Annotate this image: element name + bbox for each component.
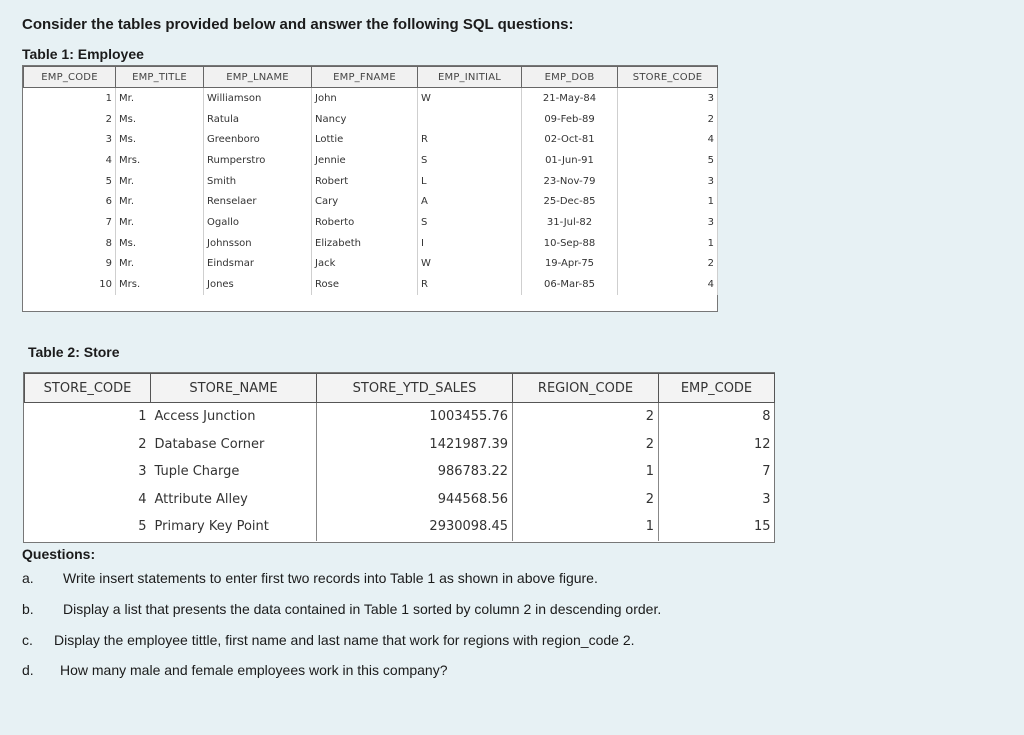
table-row (24, 129, 718, 150)
column-header: EMP_CODE (659, 374, 775, 403)
table-cell: 2 (513, 486, 659, 514)
table-cell: W (418, 254, 522, 275)
table-cell: 1421987.39 (317, 431, 513, 459)
column-header: EMP_INITIAL (418, 67, 522, 88)
table-cell: Rumperstro (204, 150, 312, 171)
column-header: STORE_NAME (151, 374, 317, 403)
table-cell: Mr. (116, 191, 204, 212)
table-cell: 2 (513, 403, 659, 431)
table-row (24, 233, 718, 254)
table-cell: 25-Dec-85 (522, 191, 618, 212)
table-cell: 5 (24, 171, 116, 192)
column-header: EMP_CODE (24, 67, 116, 88)
question-text: Display the employee tittle, first name and last name that work for regions with region_code 2. (54, 632, 635, 648)
table-cell: Ms. (116, 233, 204, 254)
table-row (25, 403, 775, 431)
table-cell: 02-Oct-81 (522, 129, 618, 150)
table1-caption: Table 1: Employee (22, 46, 144, 62)
table-cell: Williamson (204, 88, 312, 109)
table-cell: 1 (24, 88, 116, 109)
table-cell: 4 (618, 274, 718, 295)
table-cell: 01-Jun-91 (522, 150, 618, 171)
table-cell (418, 109, 522, 130)
table-cell: 31-Jul-82 (522, 212, 618, 233)
table-cell: Greenboro (204, 129, 312, 150)
table-cell: 21-May-84 (522, 88, 618, 109)
table-row (24, 254, 718, 275)
page-heading: Consider the tables provided below and answer the following SQL questions: (22, 16, 574, 33)
table-cell: 06-Mar-85 (522, 274, 618, 295)
table-cell: 23-Nov-79 (522, 171, 618, 192)
table-row (25, 513, 775, 541)
table-row (24, 109, 718, 130)
table-cell: Smith (204, 171, 312, 192)
table-cell: 2930098.45 (317, 513, 513, 541)
table-cell: 3 (762, 491, 771, 507)
table-cell: 2 (513, 431, 659, 459)
employee-table (23, 66, 718, 295)
store-table-header (25, 374, 775, 403)
table-cell: 3 (618, 171, 718, 192)
table-cell: 1 (513, 513, 659, 541)
table-cell: L (418, 171, 522, 192)
table-cell: Jack (312, 254, 418, 275)
table-cell: 2 (24, 109, 116, 130)
column-header: EMP_TITLE (116, 67, 204, 88)
table-cell: 4 (138, 491, 147, 507)
table-cell: 5 (618, 150, 718, 171)
table-cell: 9 (24, 254, 116, 275)
employee-table-image (22, 65, 718, 312)
table-cell: Mrs. (116, 274, 204, 295)
column-header: STORE_CODE (25, 374, 151, 403)
table-cell: Renselaer (204, 191, 312, 212)
table-cell: 7 (762, 464, 771, 480)
store-table (24, 373, 775, 541)
table-cell: S (418, 212, 522, 233)
table-cell: Roberto (312, 212, 418, 233)
table-cell: 3 (618, 88, 718, 109)
table-cell: R (418, 274, 522, 295)
table-cell: 6 (24, 191, 116, 212)
table2-caption: Table 2: Store (28, 344, 120, 360)
table-cell: Database Corner (151, 431, 317, 459)
column-header: EMP_DOB (522, 67, 618, 88)
table-row (24, 191, 718, 212)
question-text: Display a list that presents the data contained in Table 1 sorted by column 2 in descending order. (63, 601, 662, 617)
table-cell: Johnsson (204, 233, 312, 254)
table-cell: Cary (312, 191, 418, 212)
table-cell: Elizabeth (312, 233, 418, 254)
table-cell: 3 (24, 129, 116, 150)
question-letter: b. (22, 601, 34, 617)
table-cell: 1 (618, 191, 718, 212)
table-row (24, 274, 718, 295)
question-text: How many male and female employees work in this company? (60, 662, 448, 678)
table-cell: 1 (513, 458, 659, 486)
question-letter: d. (22, 662, 34, 678)
table-cell: Ms. (116, 129, 204, 150)
column-header: EMP_FNAME (312, 67, 418, 88)
table-cell: Ogallo (204, 212, 312, 233)
table-cell: Tuple Charge (151, 458, 317, 486)
question-letter: a. (22, 570, 34, 586)
table-cell: 1 (618, 233, 718, 254)
table-cell: 2 (618, 254, 718, 275)
table-cell: 8 (24, 233, 116, 254)
column-header: STORE_YTD_SALES (317, 374, 513, 403)
table-cell: Lottie (312, 129, 418, 150)
table-cell: Mr. (116, 254, 204, 275)
table-cell: Nancy (312, 109, 418, 130)
table-cell: S (418, 150, 522, 171)
table-cell: I (418, 233, 522, 254)
table-cell: Jones (204, 274, 312, 295)
table-cell: 3 (138, 464, 147, 480)
table-cell: Eindsmar (204, 254, 312, 275)
table-cell: 944568.56 (317, 486, 513, 514)
column-header: STORE_CODE (618, 67, 718, 88)
table-cell: Ratula (204, 109, 312, 130)
table-row (25, 486, 775, 514)
table-cell: Ms. (116, 109, 204, 130)
table-cell: 4 (24, 150, 116, 171)
table-cell: W (418, 88, 522, 109)
table-cell: Access Junction (151, 403, 317, 431)
table-cell: 2 (618, 109, 718, 130)
question-letter: c. (22, 632, 33, 648)
table-cell: 09-Feb-89 (522, 109, 618, 130)
table-cell: 1 (138, 409, 147, 425)
table-row (25, 431, 775, 459)
table-cell: 4 (618, 129, 718, 150)
table-row (24, 150, 718, 171)
table-cell: 19-Apr-75 (522, 254, 618, 275)
table-cell: R (418, 129, 522, 150)
table-cell: 12 (753, 436, 771, 452)
table-row (24, 212, 718, 233)
table-cell: Mr. (116, 212, 204, 233)
table-cell: Mrs. (116, 150, 204, 171)
table-cell: Primary Key Point (151, 513, 317, 541)
store-table-image (23, 372, 775, 543)
question-text: Write insert statements to enter first two records into Table 1 as shown in above figure. (63, 570, 598, 586)
table-cell: Robert (312, 171, 418, 192)
questions-title: Questions: (22, 546, 96, 562)
table-cell: 1003455.76 (317, 403, 513, 431)
table-cell: 8 (762, 409, 771, 425)
table-cell: 15 (753, 519, 771, 535)
table-cell: John (312, 88, 418, 109)
table-cell: Mr. (116, 171, 204, 192)
column-header: EMP_LNAME (204, 67, 312, 88)
table-row (24, 88, 718, 109)
table-cell: Rose (312, 274, 418, 295)
table-cell: 5 (138, 519, 147, 535)
table-cell: 10-Sep-88 (522, 233, 618, 254)
column-header: REGION_CODE (513, 374, 659, 403)
table-cell: 10 (24, 274, 116, 295)
table-row (24, 171, 718, 192)
table-cell: Jennie (312, 150, 418, 171)
table-cell: Mr. (116, 88, 204, 109)
table-cell: 3 (618, 212, 718, 233)
table-row (25, 458, 775, 486)
employee-table-header (24, 67, 718, 88)
table-cell: Attribute Alley (151, 486, 317, 514)
table-cell: A (418, 191, 522, 212)
table-cell: 986783.22 (317, 458, 513, 486)
table-cell: 2 (138, 436, 147, 452)
table-cell: 7 (24, 212, 116, 233)
